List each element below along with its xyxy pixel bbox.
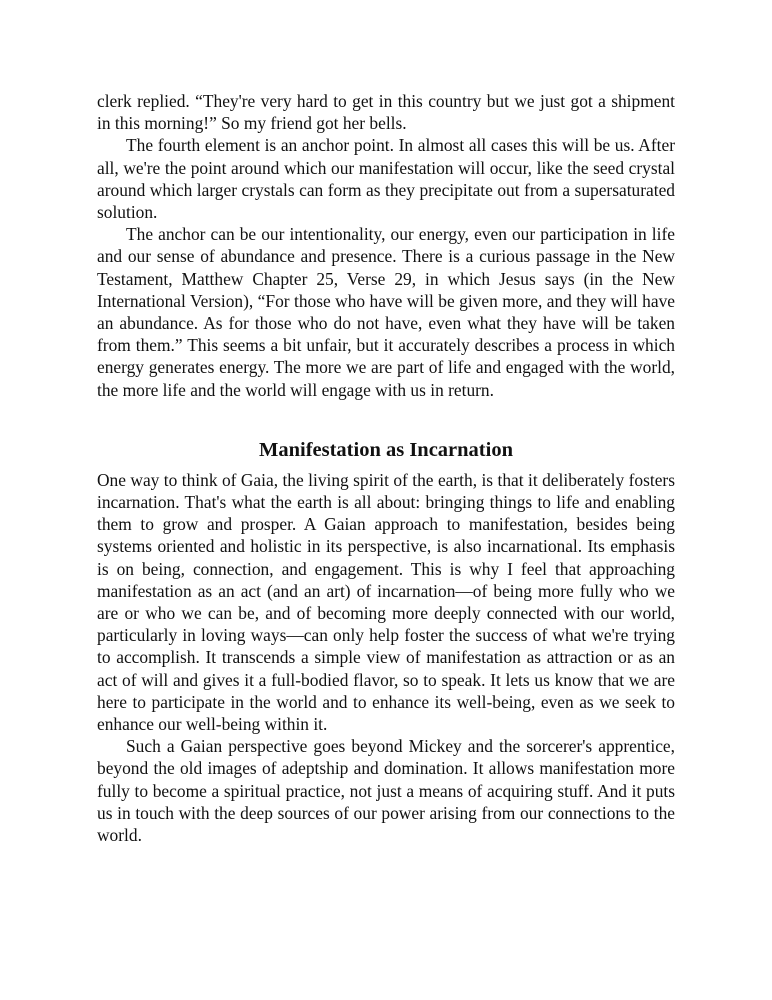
paragraph-fourth-element: The fourth element is an anchor point. In almost all cases this will be us. After all, we're the point around which our manifestation will occur, like the seed crystal around which larger crystals can form as they precipitate out from a supersaturated solution. xyxy=(97,135,675,223)
paragraph-gaian-perspective: Such a Gaian perspective goes beyond Mickey and the sorcerer's apprentice, beyond the old images of adeptship and domination. It allows manifestation more fully to become a spiritual practice, not just a means of acquiring stuff. And it puts us in touch with the deep sources of our power arising from our connections to the world. xyxy=(97,736,675,846)
paragraph-anchor: The anchor can be our intentionality, our energy, even our participation in life and our sense of abundance and presence. There is a curious passage in the New Testament, Matthew Chapter 25, Verse 29, in which Jesus says (in the New International Version), “For those who have will be given more, and they will have an abundance. As for those who do not have, even what they have will be taken from them.” This seems a bit unfair, but it accurately describes a process in which energy generates energy. The more we are part of life and engaged with the world, the more life and the world will engage with us in return. xyxy=(97,224,675,400)
paragraph-continuation: clerk replied. “They're very hard to get in this country but we just got a shipment in this morning!” So my friend got her bells. xyxy=(97,91,675,134)
document-page xyxy=(97,90,675,846)
section-heading: Manifestation as Incarnation xyxy=(259,438,513,461)
paragraph-gaia-incarnation: One way to think of Gaia, the living spirit of the earth, is that it deliberately fosters incarnation. That's what the earth is all about: bringing things to life and enabling them to grow and prosper. A Gaian approach to manifestation, besides being systems oriented and holistic in its perspective, is also incarnational. Its emphasis is on being, connection, and engagement. This is why I feel that approaching manifestation as an act (and an art) of incarnation—of being more fully who we are or who we can be, and of becoming more deeply connected with our world, particularly in loving ways—can only help foster the success of what we're trying to accomplish. It transcends a simple view of manifestation as attraction or as an act of will and gives it a full-bodied flavor, so to speak. It lets us know that we are here to participate in the world and to enhance its well-being, even as we seek to enhance our well-being within it. xyxy=(97,469,675,735)
